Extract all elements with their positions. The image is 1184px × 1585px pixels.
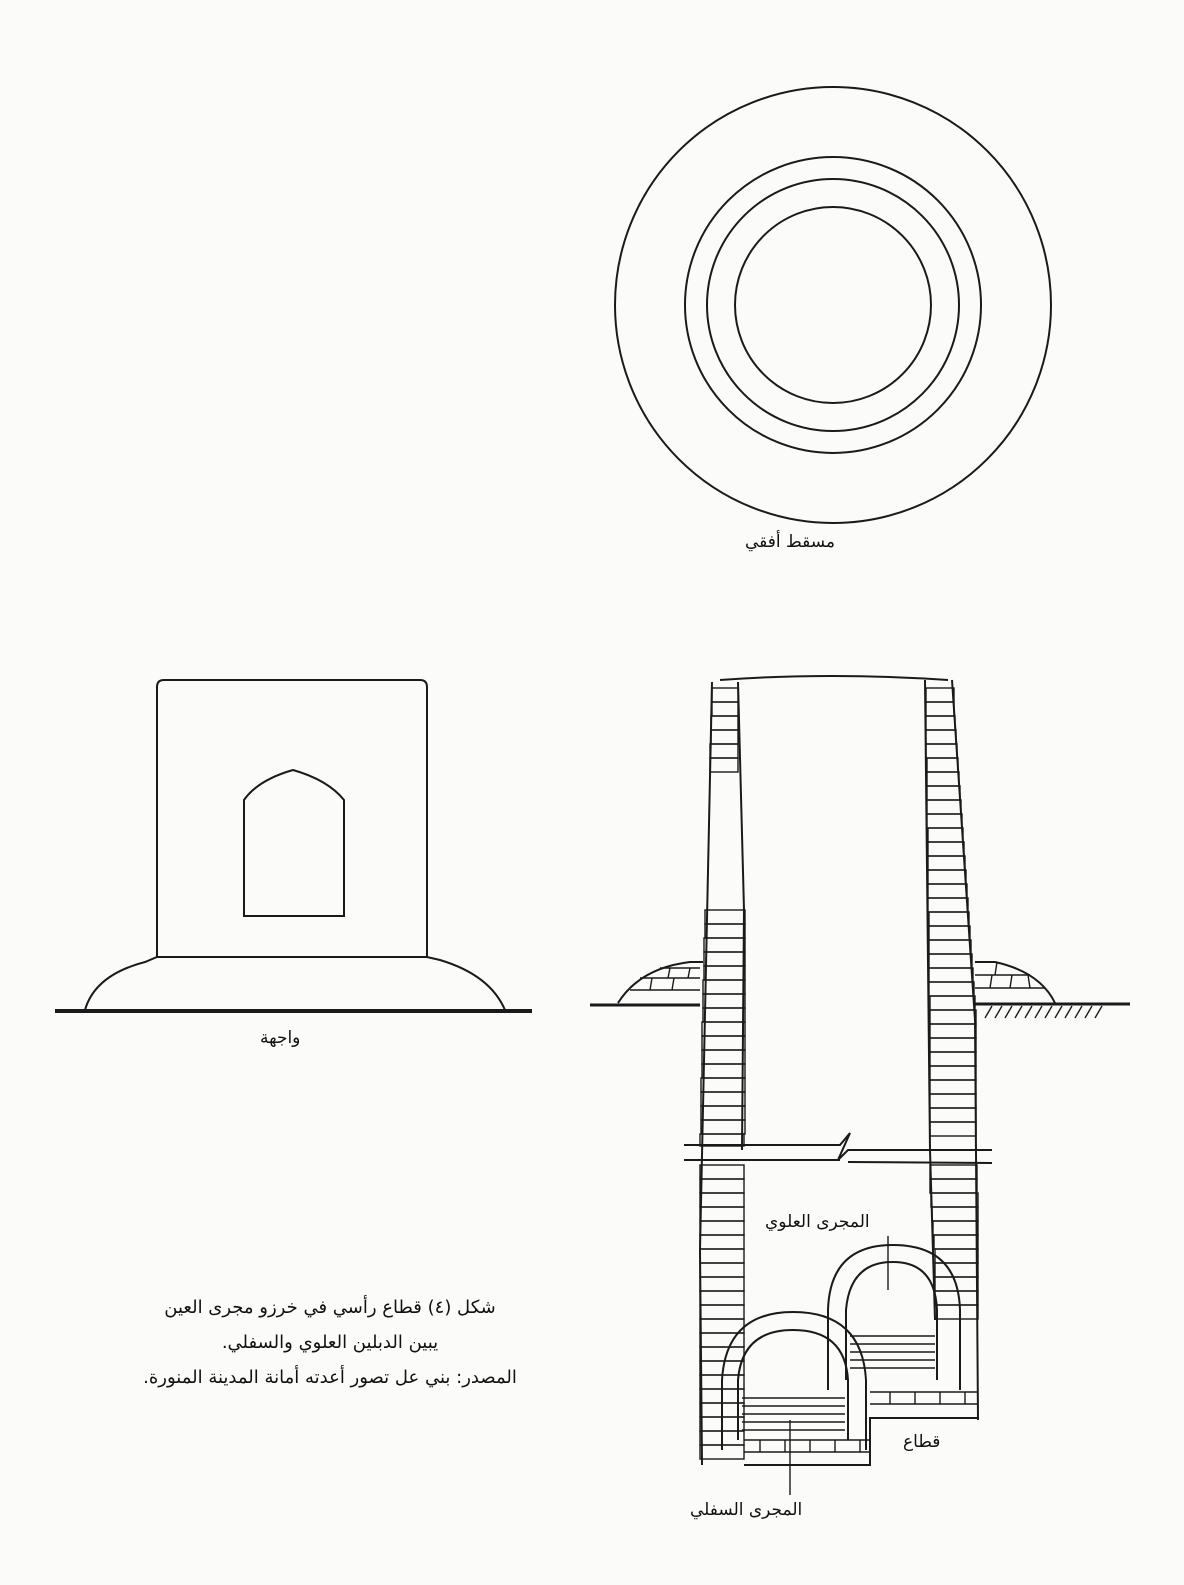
section-view	[590, 676, 1130, 1495]
caption-line-2: يبين الدبلين العلوي والسفلي.	[221, 1332, 439, 1353]
channel-base	[722, 1236, 978, 1495]
caption-line-3: المصدر: بني عل تصور أعدته أمانة المدينة المنورة.	[143, 1367, 517, 1388]
facade-mound	[85, 957, 505, 1010]
plan-ring-2	[685, 157, 981, 453]
lower-channel-label: المجرى السفلي	[690, 1500, 803, 1520]
lower-channel-arch	[738, 1330, 848, 1440]
plan-inner-ring	[735, 207, 931, 403]
plan-view-label: مسقط أفقي	[745, 532, 836, 552]
soil-hatching	[985, 1006, 1102, 1018]
facade-view	[55, 680, 532, 1011]
facade-view-label: واجهة	[260, 1028, 301, 1048]
upper-channel-label: المجرى العلوي	[765, 1212, 870, 1232]
left-wall-bricks	[700, 688, 745, 1459]
right-wall-outer	[952, 680, 978, 1420]
plan-outer-ring	[615, 87, 1051, 523]
section-view-label: قطاع	[903, 1432, 941, 1452]
plan-ring-3	[707, 179, 959, 431]
plan-view	[615, 87, 1051, 523]
upper-channel-arch	[846, 1262, 937, 1380]
facade-arched-opening	[244, 770, 344, 916]
left-wall-inner	[738, 682, 744, 1150]
figure-caption	[75, 1290, 585, 1395]
section-top-edge	[720, 676, 948, 680]
caption-line-1: شكل (٤) قطاع رأسي في خرزو مجرى العين	[164, 1297, 496, 1318]
section-mound-right	[975, 962, 1055, 1003]
section-break-line-2	[684, 1160, 992, 1163]
right-wall-bricks	[926, 688, 978, 1319]
